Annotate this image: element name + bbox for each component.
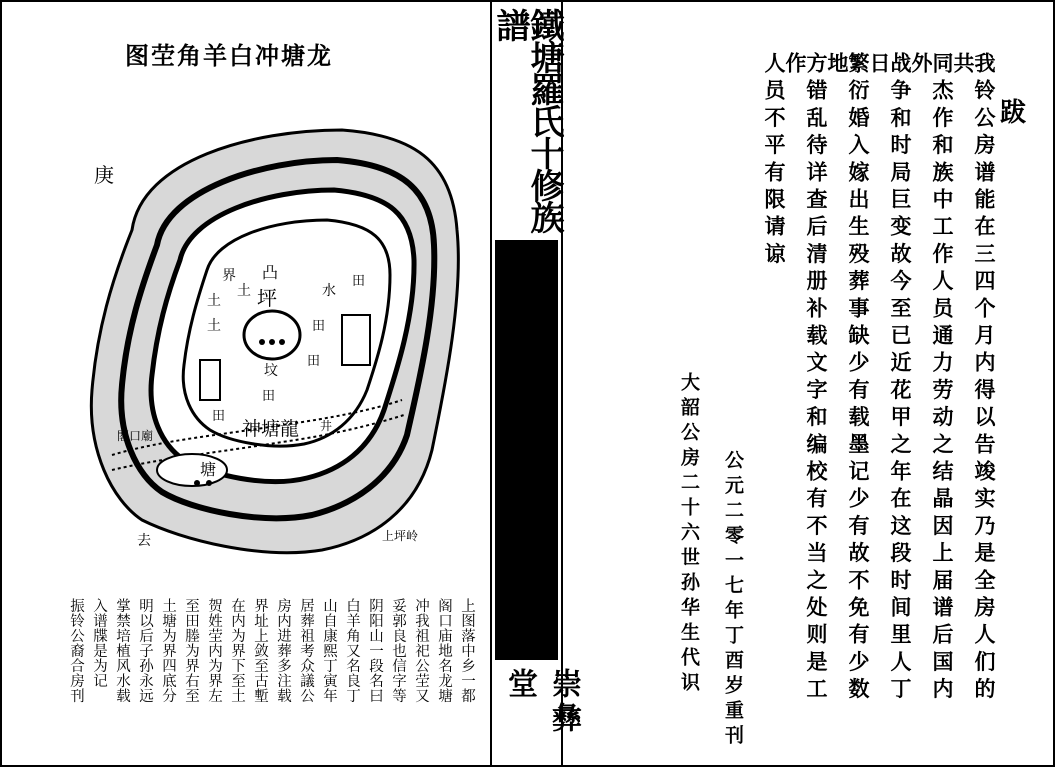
map-label: 凸 bbox=[262, 263, 279, 282]
tomb-dot bbox=[259, 339, 265, 345]
spine-left-border bbox=[490, 0, 492, 767]
map-label: 田 bbox=[262, 389, 276, 404]
map-label: 坟 bbox=[264, 363, 278, 379]
spine-title-box bbox=[490, 8, 564, 234]
caption-col: 土塘为界四底分 bbox=[160, 598, 176, 703]
caption-col: 房内进葬多注载 bbox=[275, 598, 291, 703]
postscript-date: 公元二零一七年丁酉岁重刊 bbox=[722, 450, 744, 750]
spine-section: 坟山图记 bbox=[528, 420, 548, 488]
spine-title: 鐵塘羅氏十修族譜 bbox=[490, 8, 564, 232]
map-label: 界 bbox=[222, 268, 236, 284]
map-label: 上坪岭 bbox=[382, 529, 419, 543]
body-col: 人员不平有限请谅 bbox=[762, 52, 787, 270]
spine-hall-name: 崇彝堂 bbox=[502, 668, 581, 736]
map-label: 土 bbox=[237, 283, 251, 299]
caption-col: 阴阳山一段名曰 bbox=[367, 598, 383, 703]
map-label: 閣口廟 bbox=[117, 429, 154, 443]
caption-col: 至田塍为界右至 bbox=[183, 598, 199, 703]
caption-col: 山自康熙丁寅年 bbox=[321, 598, 337, 703]
map-label: 田 bbox=[307, 354, 321, 369]
map-label: 土 bbox=[207, 293, 221, 309]
map-label: 庚 bbox=[94, 163, 114, 187]
body-col: 战争和时局巨变故今至已近花甲之年在这段时间里人丁日 bbox=[867, 52, 913, 705]
map-caption bbox=[24, 598, 474, 758]
postscript-signature: 大韶公房二十六世孙华生代识 bbox=[678, 372, 700, 697]
map-label: 坪 bbox=[257, 286, 277, 310]
caption-col: 贺姓茔内为界左 bbox=[206, 598, 222, 703]
map-label: 井 bbox=[320, 419, 333, 433]
spine-volume: 振铃公房卷一 bbox=[528, 264, 548, 366]
map-label: 水 bbox=[322, 283, 336, 299]
caption-col: 明以后子孙永远 bbox=[137, 598, 153, 703]
book-spine bbox=[490, 0, 564, 767]
body-col: 繁衍婚入嫁出生殁葬事缺少有载墨记少有故不免有少数地 bbox=[825, 52, 871, 705]
caption-col: 振铃公裔合房刊 bbox=[68, 598, 84, 703]
map-label: 土 bbox=[207, 318, 221, 334]
spine-page-number: 六 bbox=[531, 575, 549, 590]
pond-shape bbox=[157, 454, 227, 486]
map-label: 塘 bbox=[200, 460, 217, 479]
postscript-title: 跋 bbox=[1000, 98, 1027, 128]
caption-col: 冲我祖祀公茔又 bbox=[413, 598, 429, 703]
tomb-dot bbox=[269, 339, 275, 345]
caption-col: 白羊角又名良丁 bbox=[344, 598, 360, 703]
body-col: 方错乱待详查后清册补载文字和编校有不当之处则是工作 bbox=[783, 52, 829, 705]
map-drawing bbox=[72, 120, 467, 575]
caption-col: 入谱牒是为记 bbox=[91, 598, 107, 688]
spine-inner-panel bbox=[14, 250, 53, 650]
map-title: 图茔角羊白冲塘龙 bbox=[125, 41, 333, 70]
caption-col: 在内为界下至土 bbox=[229, 598, 245, 703]
caption-col: 妥郭良也信字等 bbox=[390, 598, 406, 703]
body-col: 同杰作和族中工作人员通力劳动之结晶因上届谱后国内外 bbox=[909, 52, 955, 705]
caption-col: 掌禁培植风水载 bbox=[114, 598, 130, 703]
map-label: 田 bbox=[352, 274, 366, 289]
caption-col: 上图落中乡一都 bbox=[459, 598, 475, 703]
caption-col: 阁口庙地名龙塘 bbox=[436, 598, 452, 703]
tomb-dot bbox=[279, 339, 285, 345]
caption-col: 界址上敛至古塹 bbox=[252, 598, 268, 703]
map-label: 去 bbox=[137, 533, 151, 549]
map-label: 田 bbox=[212, 409, 226, 424]
house-left bbox=[200, 360, 220, 400]
postscript-body bbox=[750, 52, 995, 712]
house-right bbox=[342, 315, 370, 365]
caption-col: 居葬祖考众議公 bbox=[298, 598, 314, 703]
pond-dot bbox=[194, 480, 200, 486]
body-col: 我铃公房谱能在三四个月内得以告竣实乃是全房人们的共 bbox=[951, 52, 997, 705]
map-label: 神塘龍 bbox=[242, 418, 300, 440]
pond-dot bbox=[206, 480, 212, 486]
map-label: 田 bbox=[312, 319, 326, 334]
grave-map bbox=[72, 120, 467, 575]
tomb-mound bbox=[244, 311, 300, 359]
